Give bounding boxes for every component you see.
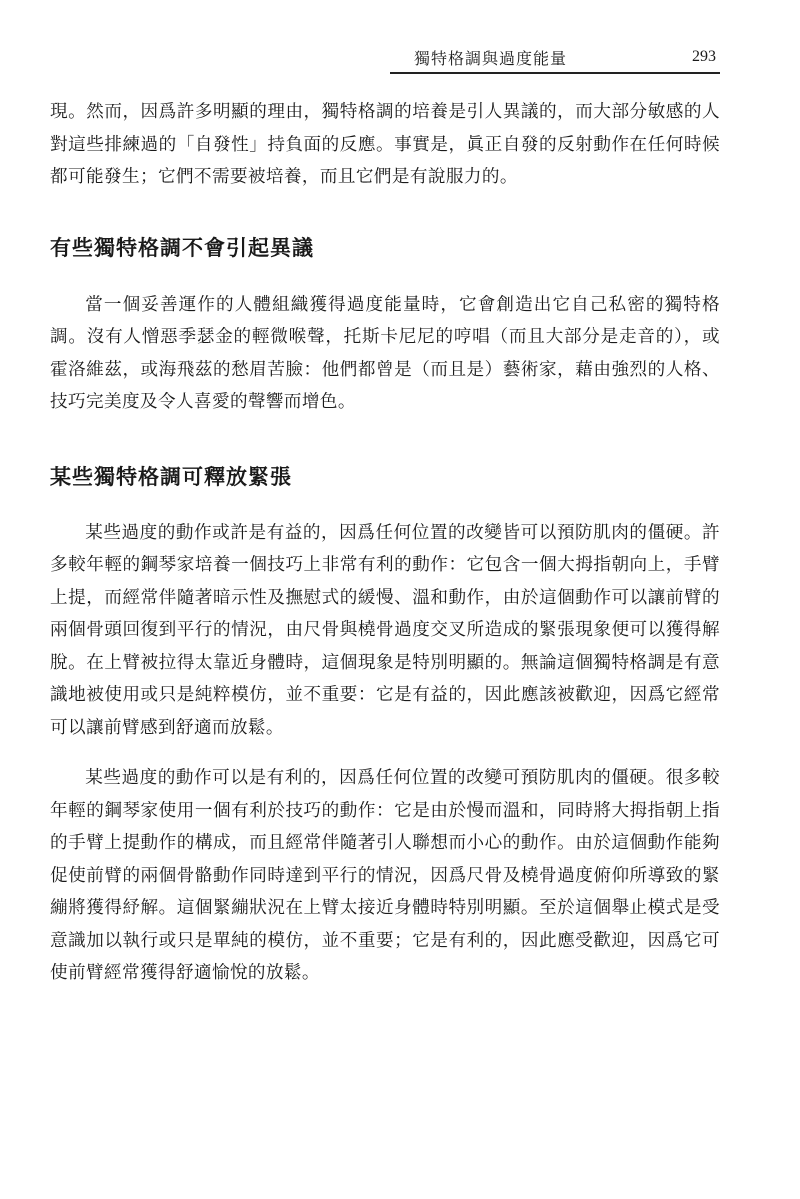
paragraph-2: 當一個妥善運作的人體組織獲得過度能量時，它會創造出它自己私密的獨特格調。沒有人憎惡季瑟金的輕微喉聲，托斯卡尼尼的哼唱（而且大部分是走音的），或霍洛維茲，或海飛茲的愁眉苦臉：他們都曾是（而且是）藝術家，藉由強烈的人格、技巧完美度及令人喜愛的聲響而增色。 — [50, 294, 720, 412]
paragraph-4: 某些過度的動作可以是有利的，因爲任何位置的改變可預防肌肉的僵硬。很多較年輕的鋼琴家使用一個有利於技巧的動作：它是由於慢而溫和，同時將大拇指朝上指的手臂上提動作的構成，而且經常伴隨著引人聯想而小心的動作。由於這個動作能夠促使前臂的兩個骨骼動作同時達到平行的情況，因爲尺骨及橈骨過度俯仰所導致的緊繃將獲得紓解。這個緊繃狀況在上臂太接近身體時特別明顯。至於這個舉止模式是受意識加以執行或只是單純的模仿，並不重要；它是有利的，因此應受歡迎，因爲它可使前臂經常獲得舒適愉悅的放鬆。 — [50, 768, 720, 983]
chapter-title: 獨特格調與過度能量 — [414, 49, 568, 68]
running-header — [390, 44, 720, 74]
paragraph-3: 某些過度的動作或許是有益的，因爲任何位置的改變皆可以預防肌肉的僵硬。許多較年輕的鋼琴家培養一個技巧上非常有利的動作：它包含一個大拇指朝向上，手臂上提，而經常伴隨著暗示性及撫慰式的緩慢、溫和動作，由於這個動作可以讓前臂的兩個骨頭回復到平行的情況，由尺骨與橈骨過度交叉所造成的緊張現象便可以獲得解脫。在上臂被拉得太靠近身體時，這個現象是特別明顯的。無論這個獨特格調是有意識地被使用或只是純粹模仿，並不重要：它是有益的，因此應該被歡迎，因爲它經常可以讓前臂感到舒適而放鬆。 — [50, 522, 720, 738]
page-number: 293 — [692, 48, 716, 65]
section-heading-1: 有些獨特格調不會引起異議 — [50, 235, 314, 260]
paragraph-continuation: 現。然而，因爲許多明顯的理由，獨特格調的培養是引人異議的，而大部分敏感的人對這些排練過的「自發性」持負面的反應。事實是，眞正自發的反射動作在任何時候都可能發生；它們不需要被培養，而且它們是有說服力的。 — [50, 102, 720, 187]
page-body — [50, 96, 720, 990]
section-heading-2: 某些獨特格調可釋放緊張 — [50, 464, 292, 489]
